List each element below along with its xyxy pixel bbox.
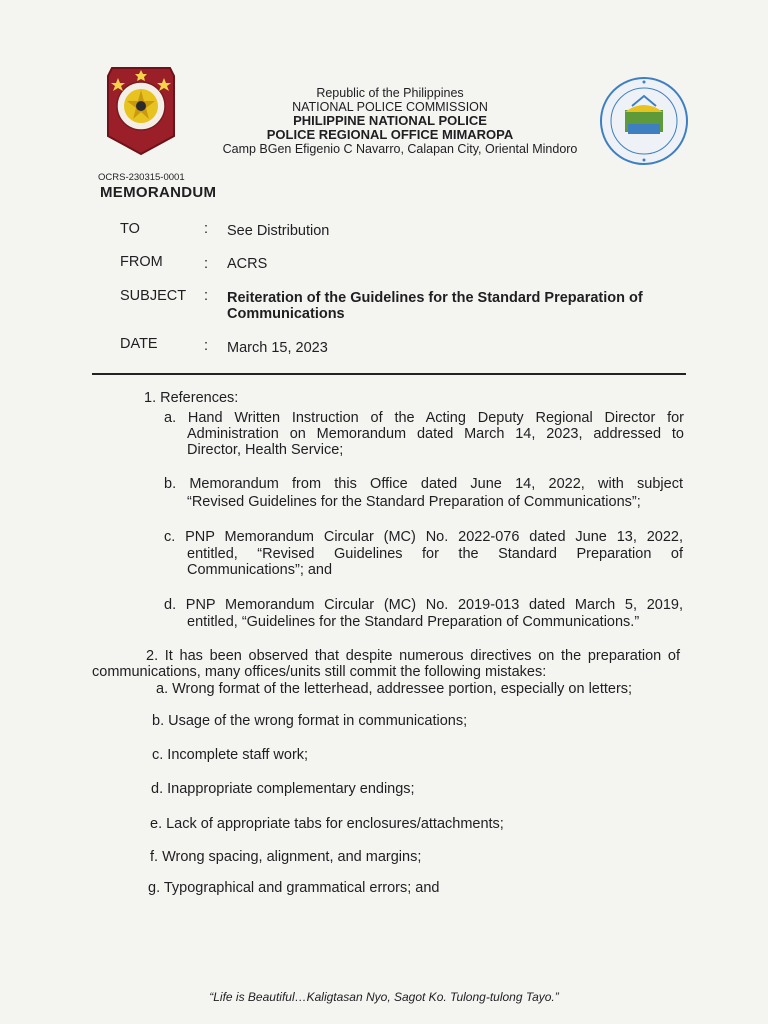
- letterhead-pnp: PHILIPPINE NATIONAL POLICE: [293, 113, 487, 128]
- pro-mimaropa-seal-icon: [598, 76, 690, 166]
- footer-motto: “Life is Beautiful…Kaligtasan Nyo, Sagot Ko. Tulong-tulong Tayo.”: [209, 990, 559, 1004]
- to-colon: :: [204, 221, 209, 237]
- pnp-seal-icon: [104, 64, 178, 158]
- subject-colon: :: [204, 288, 209, 304]
- reference-a-line1: a. Hand Written Instruction of the Acting Deputy Regional Director for: [164, 410, 684, 426]
- mistake-f: f. Wrong spacing, alignment, and margins;: [150, 849, 422, 865]
- date-value: March 15, 2023: [227, 340, 328, 356]
- letterhead-republic: Republic of the Philippines: [316, 86, 464, 100]
- item2-line2: communications, many offices/units still commit the following mistakes:: [92, 664, 547, 680]
- reference-d-line1: d. PNP Memorandum Circular (MC) No. 2019-013 dated March 5, 2019,: [164, 597, 683, 613]
- from-label: FROM: [120, 254, 163, 270]
- date-label: DATE: [120, 336, 158, 352]
- reference-c-line1: c. PNP Memorandum Circular (MC) No. 2022-076 dated June 13, 2022,: [164, 529, 683, 545]
- to-value: See Distribution: [227, 223, 330, 239]
- letterhead-pro: POLICE REGIONAL OFFICE MIMAROPA: [266, 127, 514, 142]
- reference-a-line3: Director, Health Service;: [187, 442, 344, 458]
- mistake-e: e. Lack of appropriate tabs for enclosures/attachments;: [150, 816, 504, 832]
- memo-title: MEMORANDUM: [100, 184, 217, 201]
- mistake-b: b. Usage of the wrong format in communications;: [152, 713, 468, 729]
- letterhead-address: Camp BGen Efigenio C Navarro, Calapan City, Oriental Mindoro: [222, 142, 578, 156]
- reference-b-line2: “Revised Guidelines for the Standard Preparation of Communications”;: [187, 494, 641, 510]
- date-colon: :: [204, 338, 209, 354]
- subject-value: Reiteration of the Guidelines for the Standard Preparation of Communications: [227, 290, 643, 322]
- mistake-g: g. Typographical and grammatical errors; and: [148, 880, 440, 896]
- item2-line1: 2. It has been observed that despite numerous directives on the preparation of: [146, 648, 680, 664]
- control-number: OCRS-230315-0001: [98, 172, 185, 183]
- reference-c-line2: entitled, “Revised Guidelines for the Standard Preparation of: [187, 546, 683, 562]
- reference-b-line1: b. Memorandum from this Office dated June 14, 2022, with subject: [164, 476, 683, 492]
- to-label: TO: [120, 221, 140, 237]
- from-value: ACRS: [227, 256, 268, 272]
- letterhead-napolcom: NATIONAL POLICE COMMISSION: [292, 100, 488, 114]
- subject-label: SUBJECT: [120, 288, 187, 304]
- reference-c-line3: Communications”; and: [187, 562, 333, 578]
- mistake-a: a. Wrong format of the letterhead, addressee portion, especially on letters;: [156, 681, 633, 697]
- letterhead: [180, 86, 600, 156]
- mistake-d: d. Inappropriate complementary endings;: [151, 781, 415, 797]
- mistake-c: c. Incomplete staff work;: [152, 747, 309, 763]
- reference-d-line2: entitled, “Guidelines for the Standard Preparation of Communications.”: [187, 614, 640, 630]
- header-divider: [92, 373, 686, 375]
- from-colon: :: [204, 256, 209, 272]
- reference-a-line2: Administration on Memorandum dated March 14, 2023, addressed to: [187, 426, 684, 442]
- references-heading: 1. References:: [144, 390, 239, 406]
